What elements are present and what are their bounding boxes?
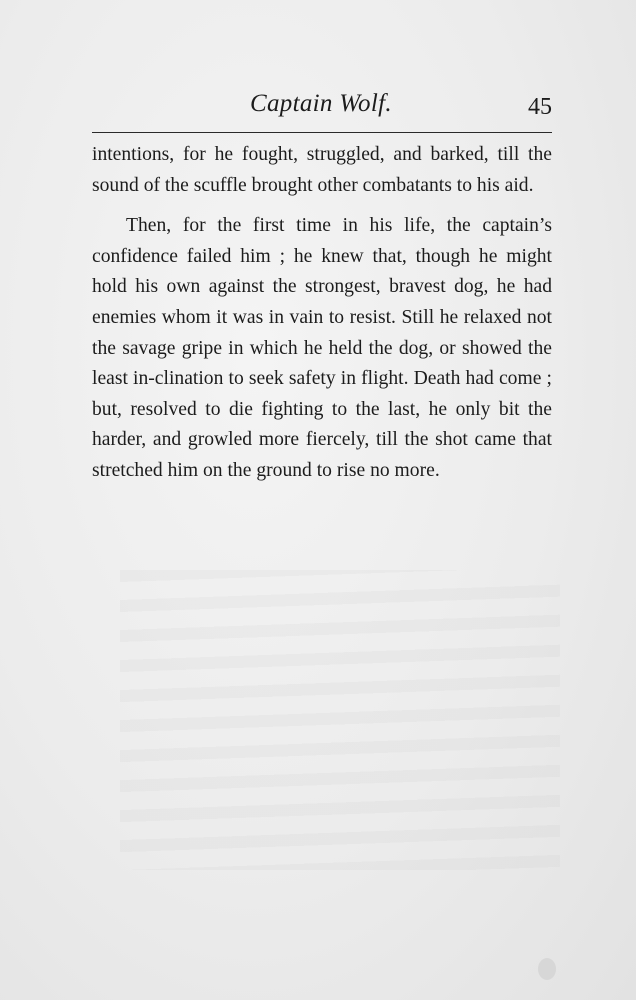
header-rule bbox=[92, 132, 552, 133]
running-title: Captain Wolf. bbox=[250, 90, 392, 117]
body-text bbox=[92, 140, 552, 487]
page-header bbox=[92, 90, 552, 130]
paper-spot bbox=[538, 958, 556, 980]
paragraph-continued: intentions, for he fought, struggled, and barked, till the sound of the scuffle brought other combatants to his aid. bbox=[92, 144, 552, 196]
page-number: 45 bbox=[528, 94, 552, 120]
paragraph: Then, for the first time in his life, the captain’s confidence failed him ; he knew that, though he might hold his own against the strongest, bravest dog, he had enemies whom it was in vain to resist. Still he relaxed not the savage gripe in which he held the dog, or showed the least in-clination to seek safety in flight. Death had come ; but, resolved to die fighting to the last, he only bit the harder, and growled more fiercely, till the shot came that stretched him on the ground to rise no more. bbox=[92, 215, 552, 481]
show-through-shadow bbox=[120, 570, 560, 870]
